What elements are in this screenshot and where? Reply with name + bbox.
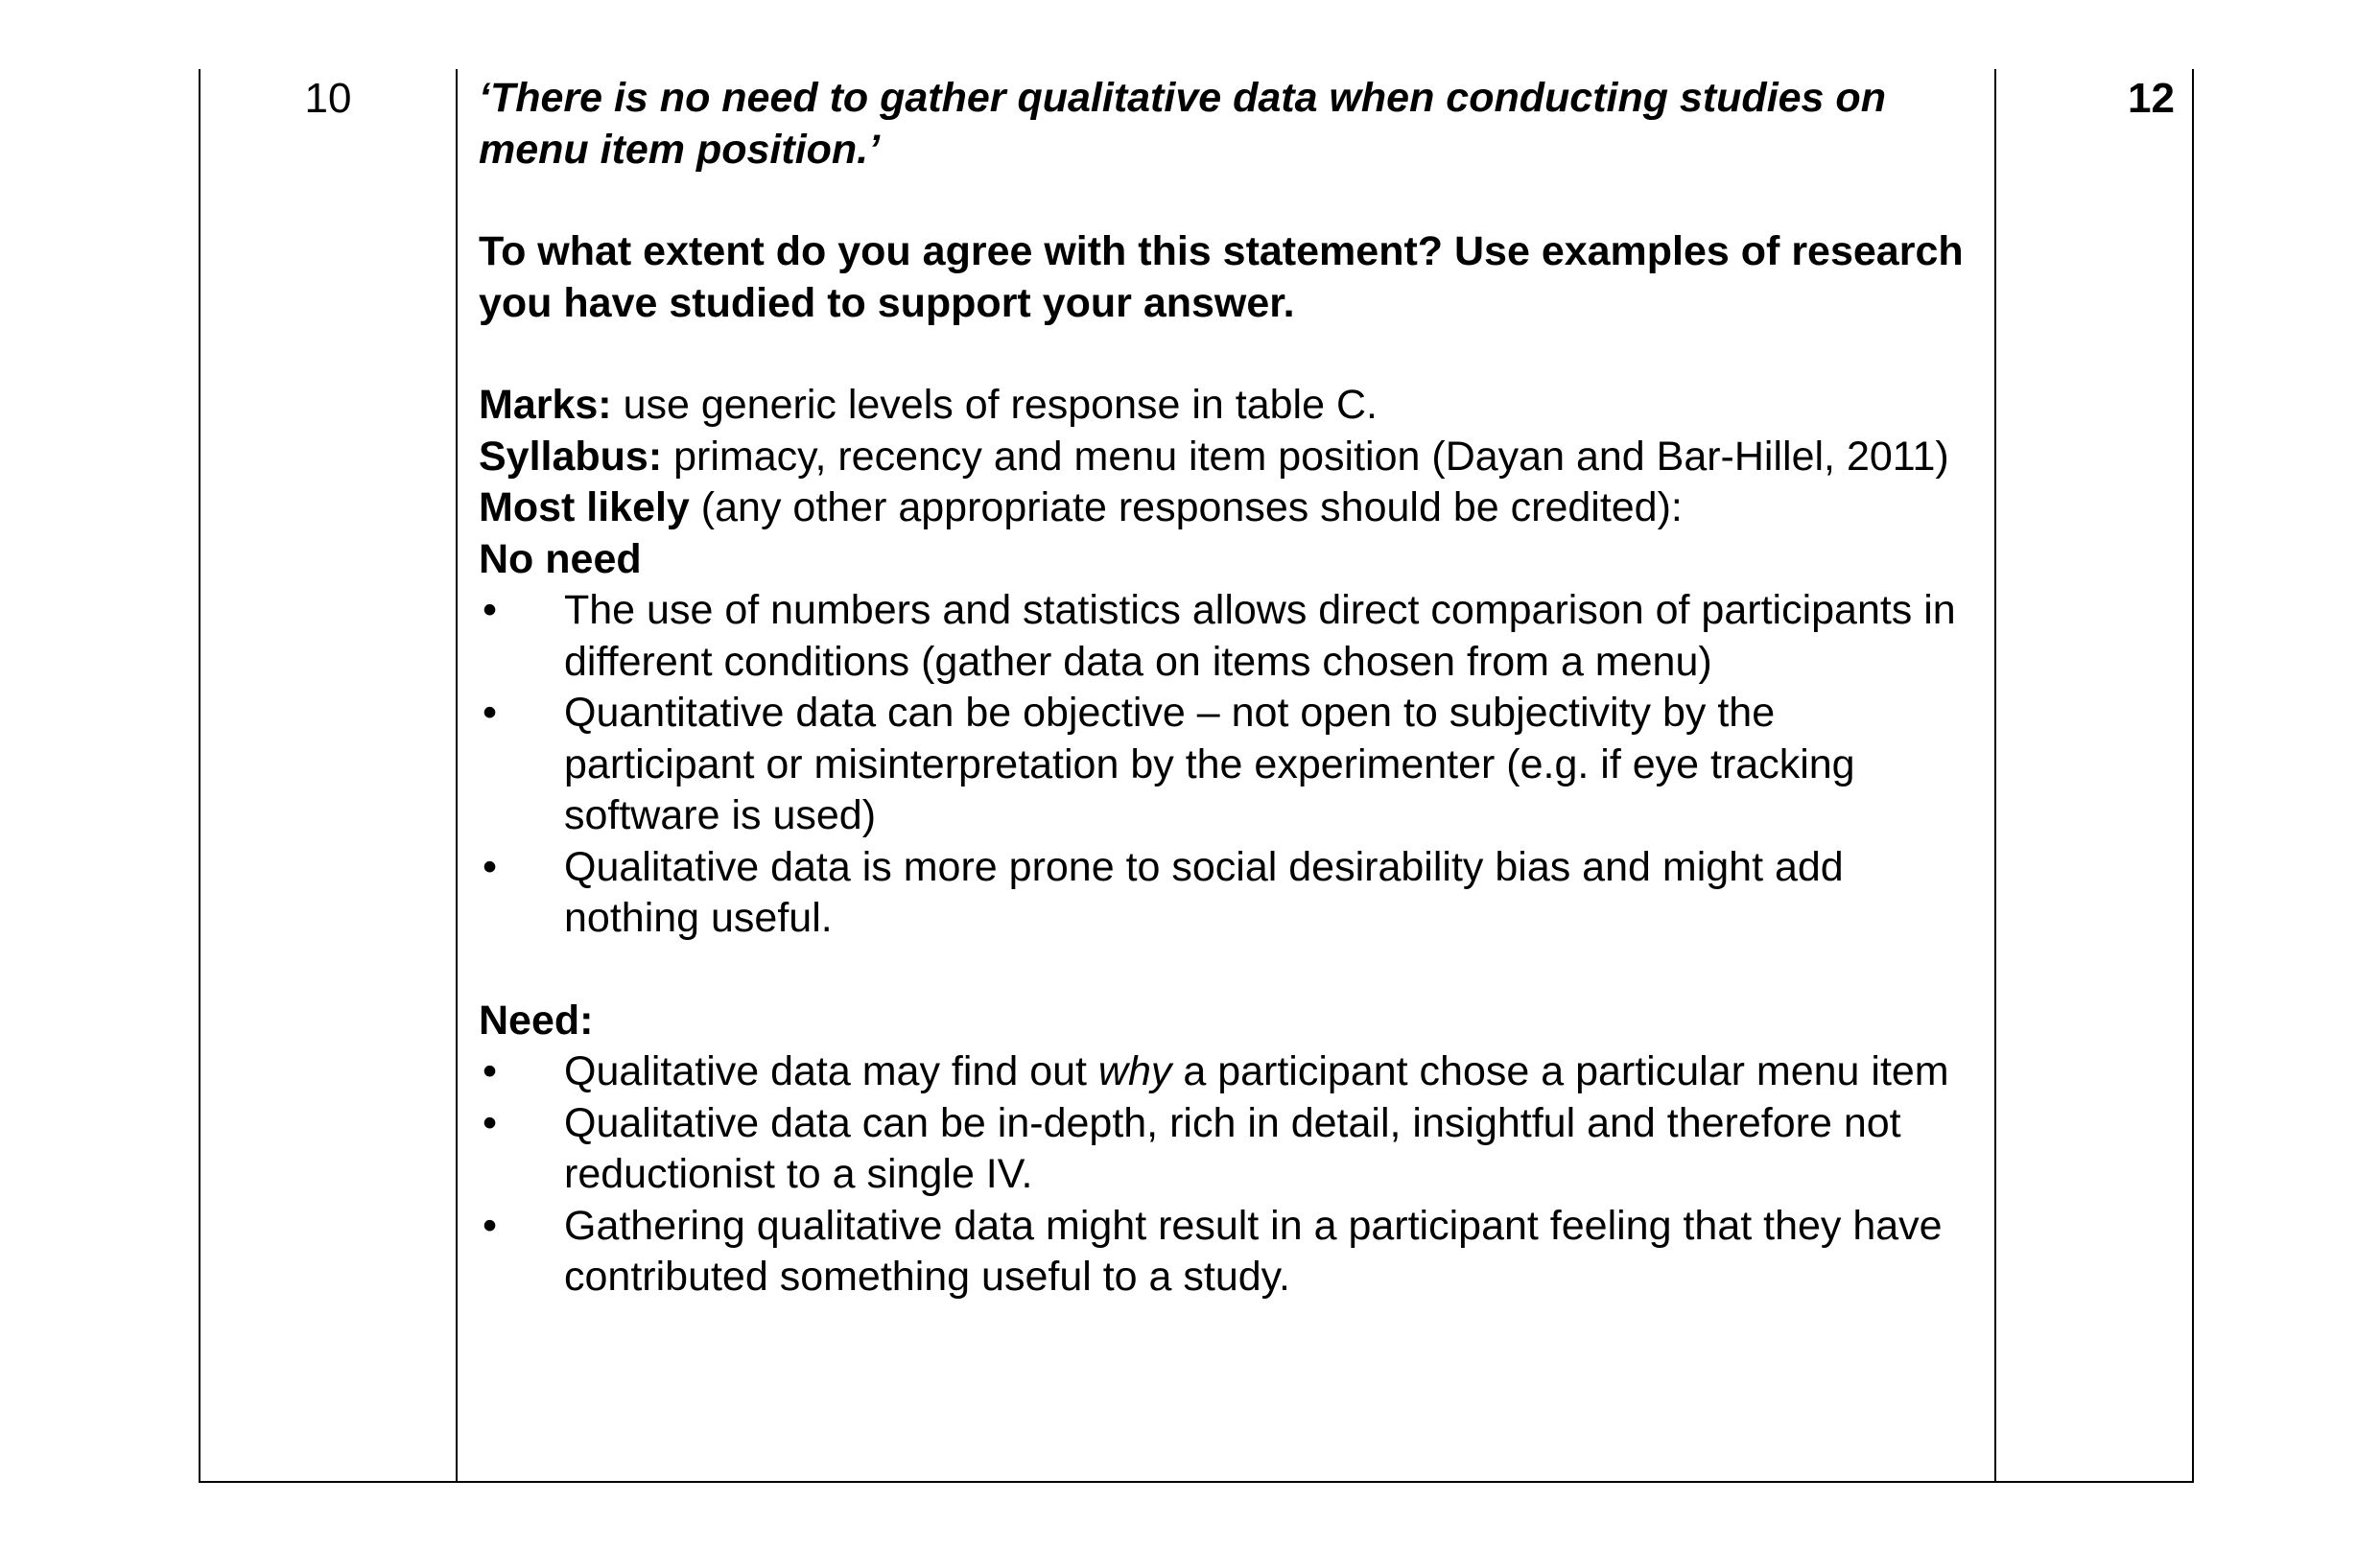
most-likely-note [479,482,1975,534]
bullet-icon: • [483,1099,498,1146]
column-divider-left [456,69,458,1481]
bullet-icon: • [483,690,498,736]
no-need-heading: No need [479,535,642,582]
list-item-text: The use of numbers and statistics allows direct comparison of participants in different conditions (gather data on items chosen from a menu) [564,587,1956,685]
question-marks: 12 [2128,75,2175,122]
answer-cell [479,73,1975,1303]
list-item-text: Qualitative data can be in-depth, rich in detail, insightful and therefore not reductionist to a single IV. [564,1099,1901,1197]
syllabus-note [479,432,1975,483]
list-item-text: Gathering qualitative data might result in a participant feeling that they have contributed something useful to a study. [564,1202,1943,1300]
most-likely-label: Most likely [479,484,690,530]
mark-scheme-table [199,69,2194,1483]
marks-note-label: Marks: [479,382,612,428]
bullet-icon: • [483,843,498,890]
marks-note [479,380,1975,432]
list-item [479,1201,1975,1303]
list-item [479,585,1975,688]
question-statement: ‘There is no need to gather qualitative data when conducting studies on menu item position.’ [479,75,1886,173]
need-list [479,1046,1975,1303]
marks-note-text: use generic levels of response in table C. [611,382,1378,428]
most-likely-text: (any other appropriate responses should be credited): [689,484,1683,530]
list-item [479,842,1975,945]
need-heading: Need: [479,997,594,1044]
list-item [479,1098,1975,1201]
syllabus-note-label: Syllabus: [479,433,663,480]
syllabus-note-text: primacy, recency and menu item position (Dayan and Bar-Hillel, 2011) [662,433,1949,480]
bullet-icon: • [483,1048,498,1094]
list-item-text: Qualitative data may find out why a participant chose a particular menu item [564,1048,1949,1094]
list-item [479,1046,1975,1098]
question-number: 10 [304,75,352,122]
question-instruction: To what extent do you agree with this statement? Use examples of research you have studied to support your answer. [479,228,1964,326]
list-item-text: Qualitative data is more prone to social desirability bias and might add nothing useful. [564,843,1844,941]
emphasis-why: why [1097,1048,1172,1094]
bullet-icon: • [483,587,498,633]
list-item-text: Quantitative data can be objective – not open to subjectivity by the participant or misinterpretation by the experimenter (e.g. if eye tracking software is used) [564,690,1855,838]
column-divider-right [1994,69,1996,1481]
bullet-icon: • [483,1202,498,1249]
list-item [479,688,1975,842]
no-need-list [479,585,1975,945]
